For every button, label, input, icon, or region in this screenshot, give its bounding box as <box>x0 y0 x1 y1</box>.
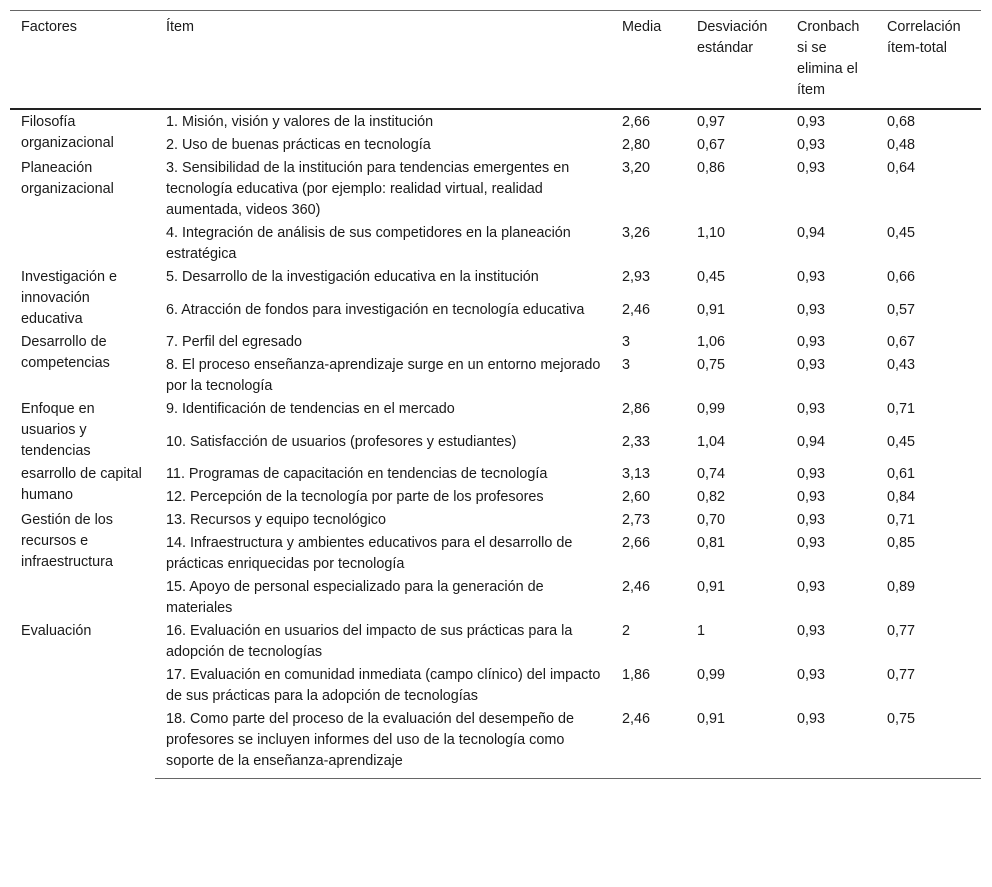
table-row <box>10 397 981 430</box>
table-row <box>10 156 981 221</box>
header-desviacion: Desviación estándar <box>686 11 786 110</box>
correlation-cell: 0,64 <box>887 160 916 176</box>
header-cronbach: Cronbach si se elimina el ítem <box>786 11 876 110</box>
cronbach-cell: 0,93 <box>797 466 826 482</box>
media-cell: 2,93 <box>622 269 651 285</box>
media-cell: 1,86 <box>622 667 651 683</box>
media-cell: 3,13 <box>622 466 651 482</box>
correlation-cell: 0,57 <box>887 301 916 318</box>
table-row <box>10 265 981 298</box>
sd-cell: 0,82 <box>697 489 726 505</box>
correlation-cell: 0,48 <box>887 137 916 153</box>
media-cell: 2,66 <box>622 535 651 551</box>
table-row <box>10 619 981 663</box>
factor-cell: Investigación e innovación educativa <box>21 269 117 327</box>
table-header <box>10 11 981 110</box>
cronbach-cell: 0,93 <box>797 137 826 153</box>
table-row <box>10 462 981 485</box>
item-cell: 13. Recursos y equipo tecnológico <box>166 512 386 528</box>
header-correlacion: Correlación ítem-total <box>876 11 981 110</box>
item-cell: 17. Evaluación en comunidad inmediata (campo clínico) del impacto de sus prácticas para la adopción de tecnologías <box>166 667 601 704</box>
sd-cell: 1,04 <box>697 433 726 450</box>
sd-cell: 0,86 <box>697 160 726 176</box>
table-row <box>10 663 981 707</box>
sd-cell: 0,70 <box>697 512 726 528</box>
media-cell: 2,66 <box>622 114 651 130</box>
correlation-cell: 0,67 <box>887 334 916 350</box>
factor-cell: Enfoque en usuarios y tendencias <box>21 401 95 459</box>
cronbach-cell: 0,93 <box>797 579 826 595</box>
cronbach-cell: 0,94 <box>797 225 826 241</box>
media-cell: 2,86 <box>622 401 651 417</box>
correlation-cell: 0,77 <box>887 667 916 683</box>
correlation-cell: 0,45 <box>887 433 916 450</box>
correlation-cell: 0,66 <box>887 269 916 285</box>
sd-cell: 0,91 <box>686 707 786 779</box>
correlation-cell: 0,71 <box>887 512 916 528</box>
cronbach-cell: 0,94 <box>797 433 826 450</box>
factor-cell: Gestión de los recursos e infraestructura <box>21 512 113 570</box>
item-cell: 6. Atracción de fondos para investigación en tecnología educativa <box>166 301 585 318</box>
cronbach-cell: 0,93 <box>786 707 876 779</box>
sd-cell: 1 <box>697 623 706 639</box>
media-cell: 2,46 <box>611 707 686 779</box>
correlation-cell: 0,85 <box>887 535 916 551</box>
correlation-cell: 0,43 <box>887 357 916 373</box>
item-cell: 9. Identificación de tendencias en el mercado <box>166 401 455 417</box>
header-item: Ítem <box>155 11 611 110</box>
cronbach-cell: 0,93 <box>797 269 826 285</box>
results-table-container <box>10 10 981 779</box>
cronbach-cell: 0,93 <box>797 623 826 639</box>
sd-cell: 0,91 <box>697 301 726 318</box>
media-cell: 3 <box>622 334 631 350</box>
cronbach-cell: 0,93 <box>797 512 826 528</box>
media-cell: 2,46 <box>622 579 651 595</box>
table-row <box>10 531 981 575</box>
sd-cell: 0,45 <box>697 269 726 285</box>
cronbach-cell: 0,93 <box>797 667 826 683</box>
sd-cell: 0,97 <box>697 114 726 130</box>
media-cell: 2 <box>622 623 631 639</box>
table-row <box>10 430 981 463</box>
cronbach-cell: 0,93 <box>797 489 826 505</box>
sd-cell: 0,91 <box>697 579 726 595</box>
table-row <box>10 298 981 331</box>
media-cell: 2,60 <box>622 489 651 505</box>
sd-cell: 1,10 <box>697 225 726 241</box>
media-cell: 2,73 <box>622 512 651 528</box>
sd-cell: 0,99 <box>697 401 726 417</box>
header-media: Media <box>611 11 686 110</box>
cronbach-cell: 0,93 <box>797 357 826 373</box>
sd-cell: 1,06 <box>697 334 726 350</box>
item-cell: 11. Programas de capacitación en tendencias de tecnología <box>166 466 548 482</box>
sd-cell: 0,99 <box>697 667 726 683</box>
sd-cell: 0,81 <box>697 535 726 551</box>
correlation-cell: 0,84 <box>887 489 916 505</box>
cronbach-cell: 0,93 <box>797 535 826 551</box>
item-cell: 10. Satisfacción de usuarios (profesores y estudiantes) <box>166 433 517 450</box>
item-cell: 1. Misión, visión y valores de la institución <box>166 114 434 130</box>
cronbach-cell: 0,93 <box>797 301 826 318</box>
correlation-cell: 0,61 <box>887 466 916 482</box>
cronbach-cell: 0,93 <box>797 114 826 130</box>
item-cell: 8. El proceso enseñanza-aprendizaje surge en un entorno mejorado por la tecnología <box>166 357 601 394</box>
table-body <box>10 109 981 779</box>
cronbach-cell: 0,93 <box>797 334 826 350</box>
factor-cell: Filosofía organizacional <box>21 114 114 151</box>
sd-cell: 0,74 <box>697 466 726 482</box>
table-row <box>10 330 981 353</box>
item-cell: 5. Desarrollo de la investigación educativa en la institución <box>166 269 539 285</box>
item-cell: 7. Perfil del egresado <box>166 334 302 350</box>
correlation-cell: 0,45 <box>887 225 916 241</box>
cronbach-cell: 0,93 <box>797 401 826 417</box>
correlation-cell: 0,75 <box>876 707 981 779</box>
correlation-cell: 0,71 <box>887 401 916 417</box>
table-row <box>10 508 981 531</box>
item-cell: 15. Apoyo de personal especializado para la generación de materiales <box>166 579 544 616</box>
sd-cell: 0,67 <box>697 137 726 153</box>
table-row <box>10 353 981 397</box>
media-cell: 3 <box>622 357 631 373</box>
media-cell: 3,26 <box>622 225 651 241</box>
item-cell: 4. Integración de análisis de sus competidores en la planeación estratégica <box>166 225 571 262</box>
table-row <box>10 575 981 619</box>
media-cell: 3,20 <box>622 160 651 176</box>
header-row <box>10 11 981 110</box>
media-cell: 2,33 <box>622 433 651 450</box>
header-factores: Factores <box>10 11 155 110</box>
media-cell: 2,46 <box>622 301 651 318</box>
item-cell: 2. Uso de buenas prácticas en tecnología <box>166 137 431 153</box>
correlation-cell: 0,77 <box>887 623 916 639</box>
item-cell: 14. Infraestructura y ambientes educativos para el desarrollo de prácticas enriquecidas por tecnología <box>166 535 573 572</box>
item-cell: 18. Como parte del proceso de la evaluación del desempeño de profesores se incluyen informes del uso de la tecnología como soporte de la enseñanza-aprendizaje <box>155 707 611 779</box>
table-row <box>10 707 981 779</box>
factor-cell: esarrollo de capital humano <box>21 466 142 503</box>
factor-cell: Planeación organizacional <box>21 160 114 197</box>
item-cell: 16. Evaluación en usuarios del impacto de sus prácticas para la adopción de tecnologías <box>166 623 573 660</box>
item-cell: 12. Percepción de la tecnología por parte de los profesores <box>166 489 544 505</box>
table-row <box>10 133 981 156</box>
factor-cell: Evaluación <box>21 623 92 639</box>
table-row <box>10 109 981 133</box>
results-table <box>10 10 981 779</box>
cronbach-cell: 0,93 <box>797 160 826 176</box>
item-cell: 3. Sensibilidad de la institución para tendencias emergentes en tecnología educativa (por ejemplo: realidad virtual, realidad aumentada, videos 360) <box>166 160 570 218</box>
table-row <box>10 221 981 265</box>
media-cell: 2,80 <box>622 137 651 153</box>
correlation-cell: 0,89 <box>887 579 916 595</box>
factor-cell: Desarrollo de competencias <box>21 334 110 371</box>
sd-cell: 0,75 <box>697 357 726 373</box>
table-row <box>10 485 981 508</box>
correlation-cell: 0,68 <box>887 114 916 130</box>
